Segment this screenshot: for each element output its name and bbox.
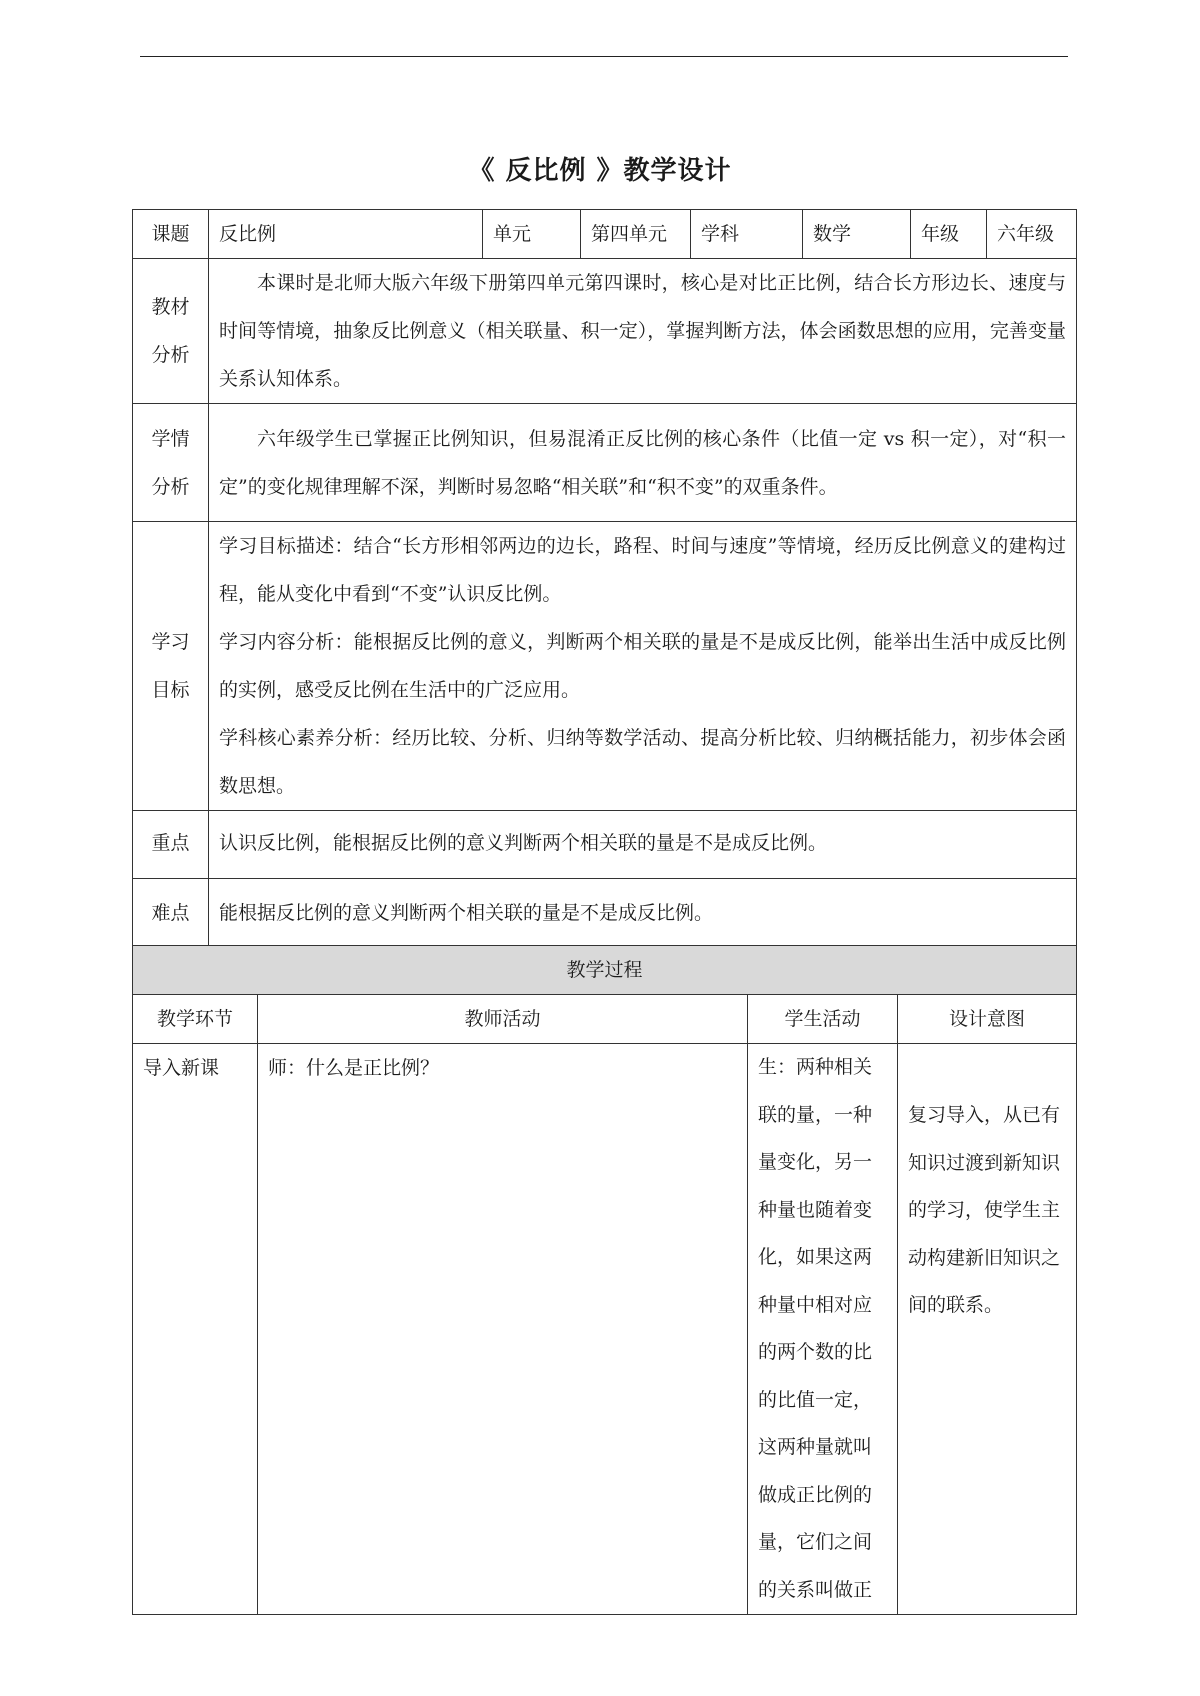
design-intent-cell: 复习导入，从已有知识过渡到新知识的学习，使学生主动构建新旧知识之间的联系。 [898, 1044, 1077, 1615]
key-point-text: 认识反比例，能根据反比例的意义判断两个相关联的量是不是成反比例。 [209, 811, 1077, 879]
difficulty-label: 难点 [133, 879, 209, 947]
goal-core-literacy: 学科核心素养分析：经历比较、分析、归纳等数学活动、提高分析比较、归纳概括能力，初步体会函数思想。 [219, 727, 1066, 797]
learning-goals-row [133, 522, 1077, 811]
goal-content-analysis: 学习内容分析：能根据反比例的意义，判断两个相关联的量是不是成反比例，能举出生活中成反比例的实例，感受反比例在生活中的广泛应用。 [219, 631, 1066, 701]
difficulty-text: 能根据反比例的意义判断两个相关联的量是不是成反比例。 [209, 879, 1077, 947]
subject-label: 学科 [691, 210, 803, 259]
learner-analysis-text: 六年级学生已掌握正比例知识，但易混淆正反比例的核心条件（比值一定 vs 积一定），对“积一定”的变化规律理解不深，判断时易忽略“相关联”和“积不变”的双重条件。 [209, 404, 1077, 522]
teaching-process-table [132, 945, 1077, 1615]
teacher-activity-cell: 师：什么是正比例？ [258, 1044, 748, 1615]
topic-label: 课题 [133, 210, 209, 259]
col-header-student: 学生活动 [748, 995, 898, 1044]
difficulty-row [133, 879, 1077, 947]
learner-analysis-row [133, 404, 1077, 522]
col-header-teacher: 教师活动 [258, 995, 748, 1044]
col-header-intent: 设计意图 [898, 995, 1077, 1044]
header-rule [140, 56, 1068, 57]
subject-value: 数学 [803, 210, 911, 259]
unit-value: 第四单元 [581, 210, 691, 259]
grade-value: 六年级 [987, 210, 1077, 259]
textbook-analysis-text: 本课时是北师大版六年级下册第四单元第四课时，核心是对比正比例，结合长方形边长、速度与时间等情境，抽象反比例意义（相关联量、积一定），掌握判断方法，体会函数思想的应用，完善变量关系认知体系。 [209, 259, 1077, 404]
process-title: 教学过程 [133, 946, 1077, 995]
student-activity-cell: 生：两种相关联的量，一种量变化，另一种量也随着变化，如果这两种量中相对应的两个数的比的比值一定，这两种量就叫做成正比例的量，它们之间的关系叫做正 [748, 1044, 898, 1615]
col-header-stage: 教学环节 [133, 995, 258, 1044]
topic-value: 反比例 [209, 210, 483, 259]
lesson-info-table [132, 209, 1077, 947]
learning-goals-label: 学习 目标 [133, 522, 209, 811]
key-point-label: 重点 [133, 811, 209, 879]
textbook-analysis-label: 教材 分析 [133, 259, 209, 404]
document-title: 《 反比例 》教学设计 [468, 156, 732, 186]
process-row-intro [133, 1044, 1077, 1615]
info-row [133, 210, 1077, 259]
learner-analysis-label: 学情 分析 [133, 404, 209, 522]
grade-label: 年级 [911, 210, 987, 259]
process-header-row [133, 995, 1077, 1044]
learning-goals-text [209, 522, 1077, 811]
textbook-analysis-row [133, 259, 1077, 404]
key-point-row [133, 811, 1077, 879]
goal-description: 学习目标描述：结合“长方形相邻两边的边长，路程、时间与速度”等情境，经历反比例意义的建构过程，能从变化中看到“不变”认识反比例。 [219, 535, 1066, 605]
unit-label: 单元 [483, 210, 581, 259]
stage-cell: 导入新课 [133, 1044, 258, 1615]
process-title-row [133, 946, 1077, 995]
